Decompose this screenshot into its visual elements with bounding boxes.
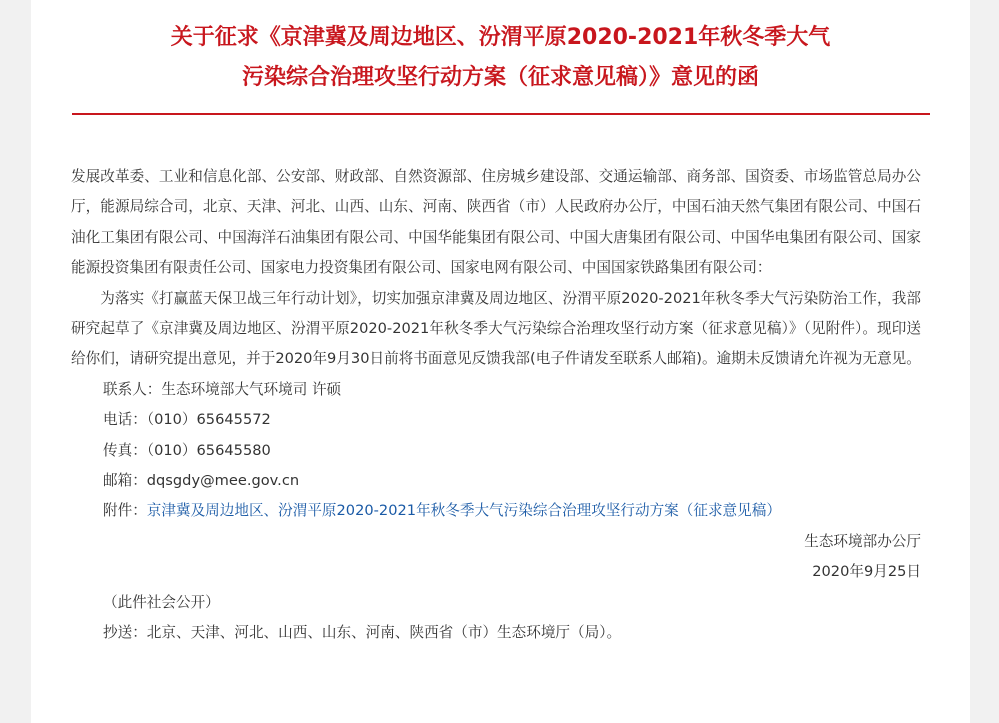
document-title-line-1: 关于征求《京津冀及周边地区、汾渭平原2020-2021年秋冬季大气	[170, 25, 831, 50]
attachment-label: 附件：	[103, 502, 147, 520]
contact-phone: 电话：（010）65645572	[103, 411, 271, 429]
document-title-line-2: 污染综合治理攻坚行动方案（征求意见稿）》意见的函	[241, 65, 759, 90]
attachment-row	[71, 496, 921, 526]
contact-email: 邮箱：dqsgdy@mee.gov.cn	[103, 472, 300, 490]
recipients-paragraph: 发展改革委、工业和信息化部、公安部、财政部、自然资源部、住房城乡建设部、交通运输部、商务部、国资委、市场监管总局办公厅，能源局综合司，北京、天津、河北、山西、山东、河南、陕西省（市）人民政府办公厅，中国石油天然气集团有限公司、中国石油化工集团有限公司、中国海洋石油集团有限公司、中国华能集团有限公司、中国大唐集团有限公司、中国华电集团有限公司、国家能源投资集团有限责任公司、国家电力投资集团有限公司、国家电网有限公司、中国国家铁路集团有限公司：	[71, 168, 921, 277]
contact-person: 联系人：生态环境部大气环境司 许硕	[103, 380, 342, 398]
document-body	[71, 162, 921, 649]
document-page	[31, 0, 970, 723]
title-divider	[72, 113, 930, 115]
attachment-link[interactable]: 京津冀及周边地区、汾渭平原2020-2021年秋冬季大气污染综合治理攻坚行动方案（征求意见稿）	[146, 502, 781, 520]
disclosure-note: （此件社会公开）	[103, 593, 220, 611]
signature-office: 生态环境部办公厅	[804, 532, 921, 550]
contact-fax: 传真：（010）65645580	[103, 441, 271, 459]
main-paragraph: 为落实《打赢蓝天保卫战三年行动计划》，切实加强京津冀及周边地区、汾渭平原2020-2021年秋冬季大气污染防治工作，我部研究起草了《京津冀及周边地区、汾渭平原2020-2021年秋冬季大气污染综合治理攻坚行动方案（征求意见稿）》（见附件）。现印送给你们，请研究提出意见，并于2020年9月30日前将书面意见反馈我部(电子件请发至联系人邮箱)。逾期未反馈请允许视为无意见。	[71, 289, 921, 368]
cc-line: 抄送：北京、天津、河北、山西、山东、河南、陕西省（市）生态环境厅（局）。	[103, 624, 622, 642]
signature-date: 2020年9月25日	[812, 563, 921, 581]
